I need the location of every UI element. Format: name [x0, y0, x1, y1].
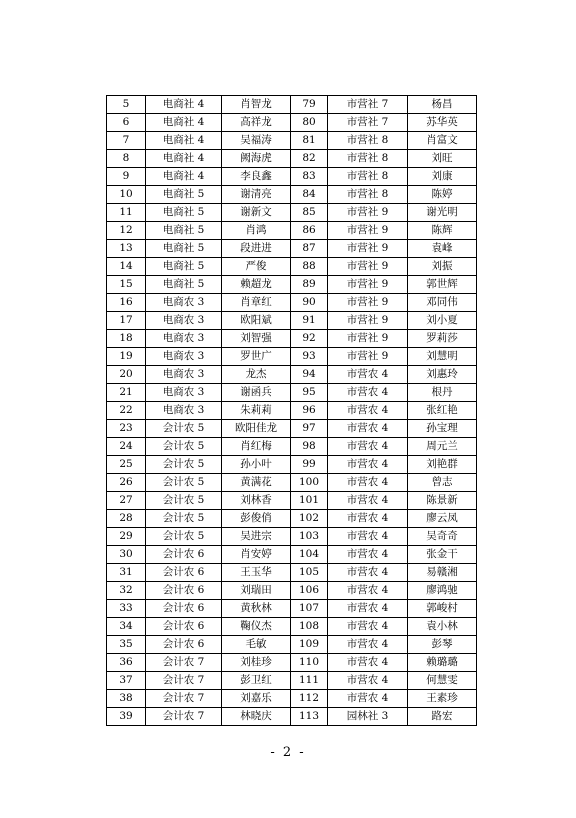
class-name-left-cell: 会计农 7 [146, 654, 222, 672]
row-number-left-cell: 21 [107, 384, 146, 402]
class-name-left-cell: 电商社 5 [146, 222, 222, 240]
table-row [107, 348, 477, 366]
student-name-right-cell: 王素珍 [408, 690, 477, 708]
row-number-right-cell: 95 [291, 384, 328, 402]
row-number-right-cell: 83 [291, 168, 328, 186]
student-name-left-cell: 刘智强 [222, 330, 291, 348]
class-name-left-cell: 会计农 6 [146, 618, 222, 636]
student-name-left-cell: 龙杰 [222, 366, 291, 384]
student-name-left-cell: 肖红梅 [222, 438, 291, 456]
row-number-right-cell: 100 [291, 474, 328, 492]
class-name-left-cell: 会计农 6 [146, 564, 222, 582]
page-number: - 2 - [270, 745, 306, 760]
class-name-right-cell: 市营社 9 [328, 294, 408, 312]
table-row [107, 96, 477, 114]
student-name-right-cell: 陈辉 [408, 222, 477, 240]
class-name-right-cell: 市营农 4 [328, 528, 408, 546]
class-name-right-cell: 市营农 4 [328, 690, 408, 708]
student-name-left-cell: 肖安婷 [222, 546, 291, 564]
class-name-left-cell: 会计农 5 [146, 474, 222, 492]
table-row [107, 204, 477, 222]
row-number-left-cell: 27 [107, 492, 146, 510]
table-row [107, 600, 477, 618]
class-name-right-cell: 市营农 4 [328, 672, 408, 690]
row-number-left-cell: 16 [107, 294, 146, 312]
student-name-right-cell: 廖云凤 [408, 510, 477, 528]
row-number-right-cell: 92 [291, 330, 328, 348]
table-row [107, 420, 477, 438]
student-name-right-cell: 孙宝理 [408, 420, 477, 438]
class-name-left-cell: 电商农 3 [146, 402, 222, 420]
row-number-left-cell: 22 [107, 402, 146, 420]
row-number-right-cell: 80 [291, 114, 328, 132]
student-name-right-cell: 罗莉莎 [408, 330, 477, 348]
student-name-right-cell: 邓同伟 [408, 294, 477, 312]
class-name-left-cell: 会计农 6 [146, 636, 222, 654]
student-name-right-cell: 张金干 [408, 546, 477, 564]
class-name-left-cell: 会计农 6 [146, 546, 222, 564]
student-name-right-cell: 谢光明 [408, 204, 477, 222]
row-number-right-cell: 84 [291, 186, 328, 204]
row-number-right-cell: 87 [291, 240, 328, 258]
row-number-left-cell: 34 [107, 618, 146, 636]
class-name-left-cell: 电商社 5 [146, 204, 222, 222]
table-row [107, 618, 477, 636]
row-number-right-cell: 79 [291, 96, 328, 114]
table-row [107, 330, 477, 348]
class-name-right-cell: 市营农 4 [328, 420, 408, 438]
row-number-left-cell: 31 [107, 564, 146, 582]
row-number-right-cell: 106 [291, 582, 328, 600]
table-row [107, 582, 477, 600]
row-number-left-cell: 13 [107, 240, 146, 258]
class-name-left-cell: 会计农 6 [146, 600, 222, 618]
class-name-right-cell: 市营农 4 [328, 366, 408, 384]
class-name-right-cell: 园林社 3 [328, 708, 408, 726]
class-name-right-cell: 市营社 8 [328, 168, 408, 186]
row-number-left-cell: 6 [107, 114, 146, 132]
row-number-left-cell: 14 [107, 258, 146, 276]
class-name-right-cell: 市营社 9 [328, 312, 408, 330]
class-name-right-cell: 市营社 9 [328, 330, 408, 348]
row-number-left-cell: 12 [107, 222, 146, 240]
class-name-left-cell: 会计农 5 [146, 456, 222, 474]
table-row [107, 366, 477, 384]
row-number-right-cell: 86 [291, 222, 328, 240]
row-number-right-cell: 90 [291, 294, 328, 312]
table-row [107, 492, 477, 510]
class-name-right-cell: 市营社 9 [328, 204, 408, 222]
student-name-left-cell: 赖超龙 [222, 276, 291, 294]
table-row [107, 654, 477, 672]
table-row [107, 114, 477, 132]
class-name-right-cell: 市营农 4 [328, 438, 408, 456]
class-name-right-cell: 市营社 9 [328, 240, 408, 258]
table-row [107, 186, 477, 204]
row-number-left-cell: 23 [107, 420, 146, 438]
table-row [107, 438, 477, 456]
table-row [107, 276, 477, 294]
row-number-right-cell: 111 [291, 672, 328, 690]
roster-table-body [107, 96, 477, 726]
class-name-right-cell: 市营社 8 [328, 186, 408, 204]
table-row [107, 222, 477, 240]
student-name-right-cell: 刘艳群 [408, 456, 477, 474]
student-name-left-cell: 鞠仪杰 [222, 618, 291, 636]
row-number-right-cell: 99 [291, 456, 328, 474]
class-name-right-cell: 市营社 9 [328, 276, 408, 294]
row-number-left-cell: 39 [107, 708, 146, 726]
row-number-right-cell: 94 [291, 366, 328, 384]
student-name-left-cell: 罗世广 [222, 348, 291, 366]
student-name-right-cell: 曾志 [408, 474, 477, 492]
class-name-right-cell: 市营农 4 [328, 600, 408, 618]
row-number-left-cell: 8 [107, 150, 146, 168]
class-name-right-cell: 市营农 4 [328, 636, 408, 654]
student-name-left-cell: 欧阳佳龙 [222, 420, 291, 438]
class-name-right-cell: 市营农 4 [328, 510, 408, 528]
row-number-left-cell: 10 [107, 186, 146, 204]
class-name-right-cell: 市营社 8 [328, 150, 408, 168]
row-number-right-cell: 112 [291, 690, 328, 708]
row-number-right-cell: 105 [291, 564, 328, 582]
row-number-left-cell: 19 [107, 348, 146, 366]
class-name-left-cell: 会计农 7 [146, 672, 222, 690]
student-name-right-cell: 刘慧明 [408, 348, 477, 366]
class-name-right-cell: 市营社 9 [328, 222, 408, 240]
row-number-right-cell: 101 [291, 492, 328, 510]
row-number-left-cell: 33 [107, 600, 146, 618]
class-name-left-cell: 会计农 6 [146, 582, 222, 600]
student-name-left-cell: 彭俊俏 [222, 510, 291, 528]
student-name-right-cell: 张红艳 [408, 402, 477, 420]
class-name-left-cell: 会计农 5 [146, 438, 222, 456]
class-name-left-cell: 会计农 5 [146, 492, 222, 510]
student-name-left-cell: 孙小叶 [222, 456, 291, 474]
row-number-right-cell: 98 [291, 438, 328, 456]
row-number-left-cell: 11 [107, 204, 146, 222]
class-name-left-cell: 电商社 4 [146, 114, 222, 132]
class-name-right-cell: 市营农 4 [328, 474, 408, 492]
class-name-left-cell: 会计农 5 [146, 510, 222, 528]
row-number-right-cell: 113 [291, 708, 328, 726]
student-name-left-cell: 谢新文 [222, 204, 291, 222]
table-row [107, 150, 477, 168]
row-number-right-cell: 82 [291, 150, 328, 168]
student-name-left-cell: 谢函兵 [222, 384, 291, 402]
student-name-left-cell: 朱莉莉 [222, 402, 291, 420]
class-name-right-cell: 市营农 4 [328, 564, 408, 582]
student-name-right-cell: 吴奇奇 [408, 528, 477, 546]
student-name-left-cell: 王玉华 [222, 564, 291, 582]
student-name-right-cell: 彭琴 [408, 636, 477, 654]
row-number-right-cell: 91 [291, 312, 328, 330]
student-name-left-cell: 谢清亮 [222, 186, 291, 204]
table-row [107, 312, 477, 330]
student-name-left-cell: 欧阳斌 [222, 312, 291, 330]
class-name-left-cell: 会计农 7 [146, 708, 222, 726]
table-row [107, 636, 477, 654]
row-number-left-cell: 25 [107, 456, 146, 474]
class-name-right-cell: 市营农 4 [328, 546, 408, 564]
row-number-left-cell: 30 [107, 546, 146, 564]
table-row [107, 528, 477, 546]
class-name-left-cell: 电商社 5 [146, 240, 222, 258]
student-name-left-cell: 高祥龙 [222, 114, 291, 132]
table-row [107, 258, 477, 276]
class-name-right-cell: 市营农 4 [328, 384, 408, 402]
row-number-left-cell: 32 [107, 582, 146, 600]
row-number-left-cell: 28 [107, 510, 146, 528]
table-row [107, 474, 477, 492]
student-name-right-cell: 苏华英 [408, 114, 477, 132]
student-name-right-cell: 刘旺 [408, 150, 477, 168]
table-row [107, 564, 477, 582]
row-number-right-cell: 85 [291, 204, 328, 222]
row-number-left-cell: 36 [107, 654, 146, 672]
row-number-right-cell: 97 [291, 420, 328, 438]
class-name-left-cell: 电商社 4 [146, 150, 222, 168]
class-name-right-cell: 市营社 7 [328, 114, 408, 132]
student-name-right-cell: 刘康 [408, 168, 477, 186]
class-name-left-cell: 电商农 3 [146, 348, 222, 366]
row-number-left-cell: 29 [107, 528, 146, 546]
class-name-right-cell: 市营社 9 [328, 348, 408, 366]
row-number-right-cell: 109 [291, 636, 328, 654]
row-number-left-cell: 26 [107, 474, 146, 492]
class-name-right-cell: 市营农 4 [328, 582, 408, 600]
class-name-left-cell: 电商社 5 [146, 276, 222, 294]
student-name-left-cell: 吴福涛 [222, 132, 291, 150]
student-name-right-cell: 刘惠玲 [408, 366, 477, 384]
student-name-right-cell: 何慧雯 [408, 672, 477, 690]
table-row [107, 690, 477, 708]
student-name-left-cell: 李良鑫 [222, 168, 291, 186]
class-name-left-cell: 电商社 4 [146, 96, 222, 114]
table-row [107, 132, 477, 150]
table-row [107, 546, 477, 564]
row-number-right-cell: 104 [291, 546, 328, 564]
student-name-right-cell: 路宏 [408, 708, 477, 726]
table-row [107, 294, 477, 312]
class-name-left-cell: 电商社 5 [146, 186, 222, 204]
row-number-right-cell: 96 [291, 402, 328, 420]
student-name-right-cell: 陈婷 [408, 186, 477, 204]
student-name-left-cell: 肖鸿 [222, 222, 291, 240]
student-name-right-cell: 肖富文 [408, 132, 477, 150]
class-name-right-cell: 市营农 4 [328, 618, 408, 636]
row-number-right-cell: 88 [291, 258, 328, 276]
table-row [107, 456, 477, 474]
table-row [107, 672, 477, 690]
row-number-right-cell: 107 [291, 600, 328, 618]
row-number-right-cell: 89 [291, 276, 328, 294]
student-name-left-cell: 严俊 [222, 258, 291, 276]
student-name-left-cell: 刘嘉乐 [222, 690, 291, 708]
row-number-left-cell: 35 [107, 636, 146, 654]
class-name-left-cell: 会计农 7 [146, 690, 222, 708]
student-name-left-cell: 毛敏 [222, 636, 291, 654]
class-name-left-cell: 电商农 3 [146, 294, 222, 312]
row-number-left-cell: 37 [107, 672, 146, 690]
row-number-right-cell: 102 [291, 510, 328, 528]
row-number-left-cell: 17 [107, 312, 146, 330]
row-number-right-cell: 81 [291, 132, 328, 150]
class-name-left-cell: 会计农 5 [146, 528, 222, 546]
student-name-right-cell: 根丹 [408, 384, 477, 402]
student-name-left-cell: 黄秋林 [222, 600, 291, 618]
row-number-right-cell: 108 [291, 618, 328, 636]
student-name-right-cell: 袁小林 [408, 618, 477, 636]
student-name-right-cell: 周元兰 [408, 438, 477, 456]
student-name-right-cell: 刘振 [408, 258, 477, 276]
student-name-left-cell: 肖章红 [222, 294, 291, 312]
class-name-left-cell: 电商农 3 [146, 384, 222, 402]
row-number-right-cell: 93 [291, 348, 328, 366]
table-row [107, 168, 477, 186]
row-number-left-cell: 7 [107, 132, 146, 150]
student-name-right-cell: 陈景新 [408, 492, 477, 510]
class-name-right-cell: 市营农 4 [328, 402, 408, 420]
student-name-left-cell: 彭卫红 [222, 672, 291, 690]
table-row [107, 708, 477, 726]
student-name-left-cell: 林晓庆 [222, 708, 291, 726]
student-name-right-cell: 赖璐璐 [408, 654, 477, 672]
class-name-left-cell: 会计农 5 [146, 420, 222, 438]
student-name-right-cell: 杨昌 [408, 96, 477, 114]
class-name-left-cell: 电商社 5 [146, 258, 222, 276]
student-name-left-cell: 阙海虎 [222, 150, 291, 168]
row-number-left-cell: 38 [107, 690, 146, 708]
student-name-right-cell: 郭峻村 [408, 600, 477, 618]
row-number-left-cell: 18 [107, 330, 146, 348]
row-number-right-cell: 110 [291, 654, 328, 672]
row-number-left-cell: 20 [107, 366, 146, 384]
student-name-left-cell: 段进进 [222, 240, 291, 258]
class-name-right-cell: 市营社 7 [328, 96, 408, 114]
class-name-right-cell: 市营农 4 [328, 456, 408, 474]
table-row [107, 510, 477, 528]
student-name-right-cell: 刘小夏 [408, 312, 477, 330]
student-name-right-cell: 袁峰 [408, 240, 477, 258]
roster-table [106, 95, 477, 726]
table-row [107, 402, 477, 420]
table-row [107, 384, 477, 402]
class-name-right-cell: 市营农 4 [328, 492, 408, 510]
class-name-left-cell: 电商农 3 [146, 366, 222, 384]
student-name-left-cell: 刘桂珍 [222, 654, 291, 672]
row-number-left-cell: 15 [107, 276, 146, 294]
student-name-right-cell: 易赣湘 [408, 564, 477, 582]
class-name-left-cell: 电商农 3 [146, 312, 222, 330]
row-number-left-cell: 9 [107, 168, 146, 186]
student-name-left-cell: 刘林香 [222, 492, 291, 510]
table-row [107, 240, 477, 258]
student-name-left-cell: 黄满花 [222, 474, 291, 492]
class-name-right-cell: 市营农 4 [328, 654, 408, 672]
class-name-left-cell: 电商农 3 [146, 330, 222, 348]
row-number-left-cell: 5 [107, 96, 146, 114]
class-name-left-cell: 电商社 4 [146, 168, 222, 186]
student-name-left-cell: 肖智龙 [222, 96, 291, 114]
class-name-right-cell: 市营社 9 [328, 258, 408, 276]
row-number-left-cell: 24 [107, 438, 146, 456]
student-name-left-cell: 吴进宗 [222, 528, 291, 546]
class-name-right-cell: 市营社 8 [328, 132, 408, 150]
row-number-right-cell: 103 [291, 528, 328, 546]
student-name-left-cell: 刘瑞田 [222, 582, 291, 600]
student-name-right-cell: 郭世辉 [408, 276, 477, 294]
class-name-left-cell: 电商社 4 [146, 132, 222, 150]
student-name-right-cell: 廖鸿驰 [408, 582, 477, 600]
